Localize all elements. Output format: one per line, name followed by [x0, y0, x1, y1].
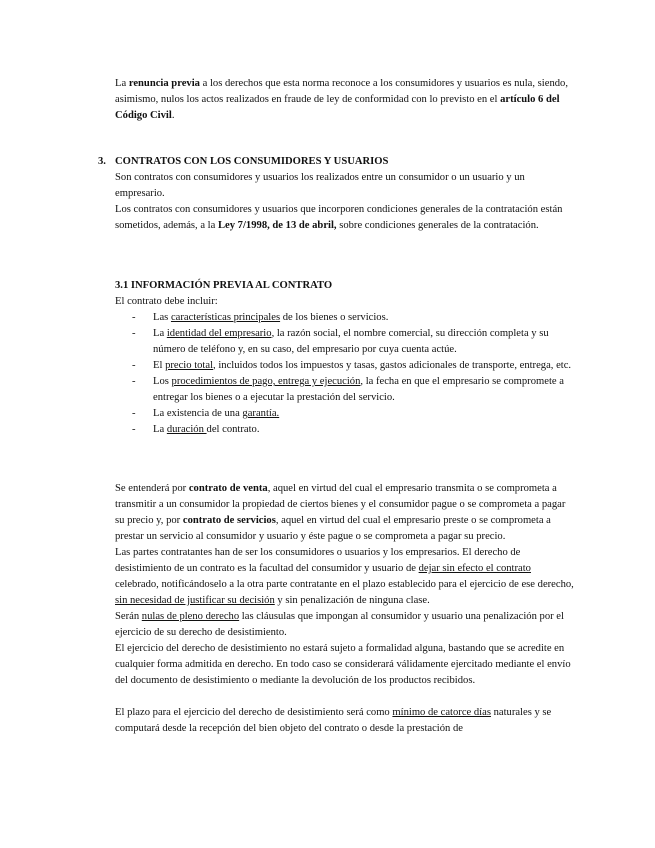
list-item-post: , la razón social, el nombre comercial, su dirección completa y su número de teléfono y, en su caso, del empresario por cuya cuenta actúe. [153, 328, 549, 355]
body-p5-underlined: mínimo de catorce días [392, 707, 491, 718]
section-3-1 [115, 278, 575, 438]
body-p1-bold-servicios: contrato de servicios [182, 515, 276, 526]
body-p2-text-3: y sin penalización de ninguna clase. [274, 595, 430, 606]
list-item-underlined: garantía. [242, 408, 280, 419]
section-3-1-lead: El contrato debe incluir: [115, 296, 218, 307]
section-3-p2-text-2: sobre condiciones generales de la contratación. [336, 220, 539, 231]
list-dash: - [132, 360, 136, 371]
list-item-pre: El [153, 360, 166, 371]
section-3-1-title: 3.1 INFORMACIÓN PREVIA AL CONTRATO [115, 280, 333, 291]
section-3-p2-text-1: Los contratos con consumidores y usuarios que incorporen condiciones generales de la contratación están sometidos, además, a la [115, 204, 563, 231]
intro-text-2: a los derechos que esta norma reconoce a los consumidores y usuarios es nula, siendo, asimismo, nulos los actos realizados en fraude de ley de conformidad con lo previsto en el [115, 78, 568, 105]
section-3-heading [98, 154, 575, 170]
list-item-pre: La existencia de una [153, 408, 243, 419]
intro-text-3: . [171, 110, 175, 121]
list-dash: - [132, 408, 136, 419]
list-item-pre: Los [153, 376, 172, 387]
body-p5-text-2: naturales y se computará desde la recepción del bien objeto del contrato o desde la prestación de [115, 707, 552, 734]
list-dash: - [132, 376, 136, 387]
section-3-number: 3. [98, 156, 106, 167]
list-item-post: del contrato. [206, 424, 260, 435]
list-item-underlined: precio total [165, 360, 214, 371]
body-paragraph-contract-types [115, 481, 575, 545]
body-p1-text-2: , aquel en virtud del cual el empresario transmita o se comprometa a transmitir a un consumidor la propiedad de ciertos bienes y el consumidor pague o se comprometa a pagar su precio y, por [115, 483, 566, 526]
list-item-pre: La [153, 328, 167, 339]
list-item-underlined: procedimientos de pago, entrega y ejecución [171, 376, 361, 387]
body-p2-text-2: celebrado, notificándoselo a la otra parte contratante en el plazo establecido para el ejercicio de ese derecho, [115, 579, 574, 590]
body-p3-underlined: nulas de pleno derecho [141, 611, 240, 622]
body-paragraphs [115, 481, 575, 737]
list-item [115, 374, 575, 406]
list-item [115, 310, 575, 326]
section-3-paragraph-1: Son contratos con consumidores y usuarios los realizados entre un consumidor o un usuario y un empresario. [115, 172, 525, 199]
body-p1-bold-venta: contrato de venta [188, 483, 268, 494]
list-item [115, 422, 575, 438]
body-p5-text-1: El plazo para el ejercicio del derecho de desistimiento será como [115, 707, 393, 718]
section-3 [98, 154, 575, 234]
list-item [115, 406, 575, 422]
list-item-pre: La [153, 424, 167, 435]
intro-bold-renuncia: renuncia previa [128, 78, 200, 89]
list-item-post: de los bienes o servicios. [280, 312, 389, 323]
list-item [115, 326, 575, 358]
body-p3-text-2: las cláusulas que impongan al consumidor y usuario una penalización por el ejercicio de su derecho de desistimiento. [115, 611, 564, 638]
body-paragraph-plazo [115, 705, 575, 737]
body-p2-underlined-1: dejar sin efecto el contrato [418, 563, 531, 574]
list-item-post: , incluidos todos los impuestos y tasas, gastos adicionales de transporte, entrega, etc. [213, 360, 572, 371]
section-3-paragraph-2 [115, 202, 575, 234]
list-item-underlined: características principales [170, 312, 281, 323]
requirements-list [115, 310, 575, 438]
intro-bold-articulo: artículo 6 del Código Civil [115, 94, 560, 121]
list-item-underlined: identidad del empresario [166, 328, 272, 339]
intro-text-1: La [115, 78, 129, 89]
body-p2-underlined-2: sin necesidad de justificar su decisión [115, 595, 275, 606]
section-3-p2-bold-ley: Ley 7/1998, de 13 de abril, [217, 220, 337, 231]
body-p2-text-1: Las partes contratantes han de ser los consumidores o usuarios y los empresarios. El derecho de desistimiento de un contrato es la facultad del consumidor y usuario de [115, 547, 521, 574]
list-dash: - [132, 312, 136, 323]
body-p1-text-1: Se entenderá por [115, 483, 189, 494]
body-p3-text-1: Serán [115, 611, 142, 622]
body-paragraph-nulas [115, 609, 575, 641]
body-paragraph-desistimiento [115, 545, 575, 609]
intro-paragraph [115, 76, 575, 124]
list-dash: - [132, 424, 136, 435]
list-item [115, 358, 575, 374]
list-item-post: , la fecha en que el empresario se compromete a entregar los bienes o a ejecutar la prestación del servicio. [153, 376, 564, 403]
list-item-underlined: duración [166, 424, 207, 435]
intro-text [115, 76, 575, 124]
list-dash: - [132, 328, 136, 339]
body-paragraph-ejercicio: El ejercicio del derecho de desistimiento no estará sujeto a formalidad alguna, bastando que se acredite en cualquier forma admitida en derecho. En todo caso se considerará válidamente ejercitado mediante el envío del documento de desistimiento o mediante la devolución de los productos recibidos. [115, 643, 571, 686]
list-item-pre: Las [153, 312, 171, 323]
body-p1-text-3: , aquel en virtud del cual el empresario preste o se comprometa a prestar un servicio al consumidor y usuario y éste pague o se comprometa a pagar su precio. [115, 515, 551, 542]
section-3-title: CONTRATOS CON LOS CONSUMIDORES Y USUARIOS [115, 156, 389, 167]
